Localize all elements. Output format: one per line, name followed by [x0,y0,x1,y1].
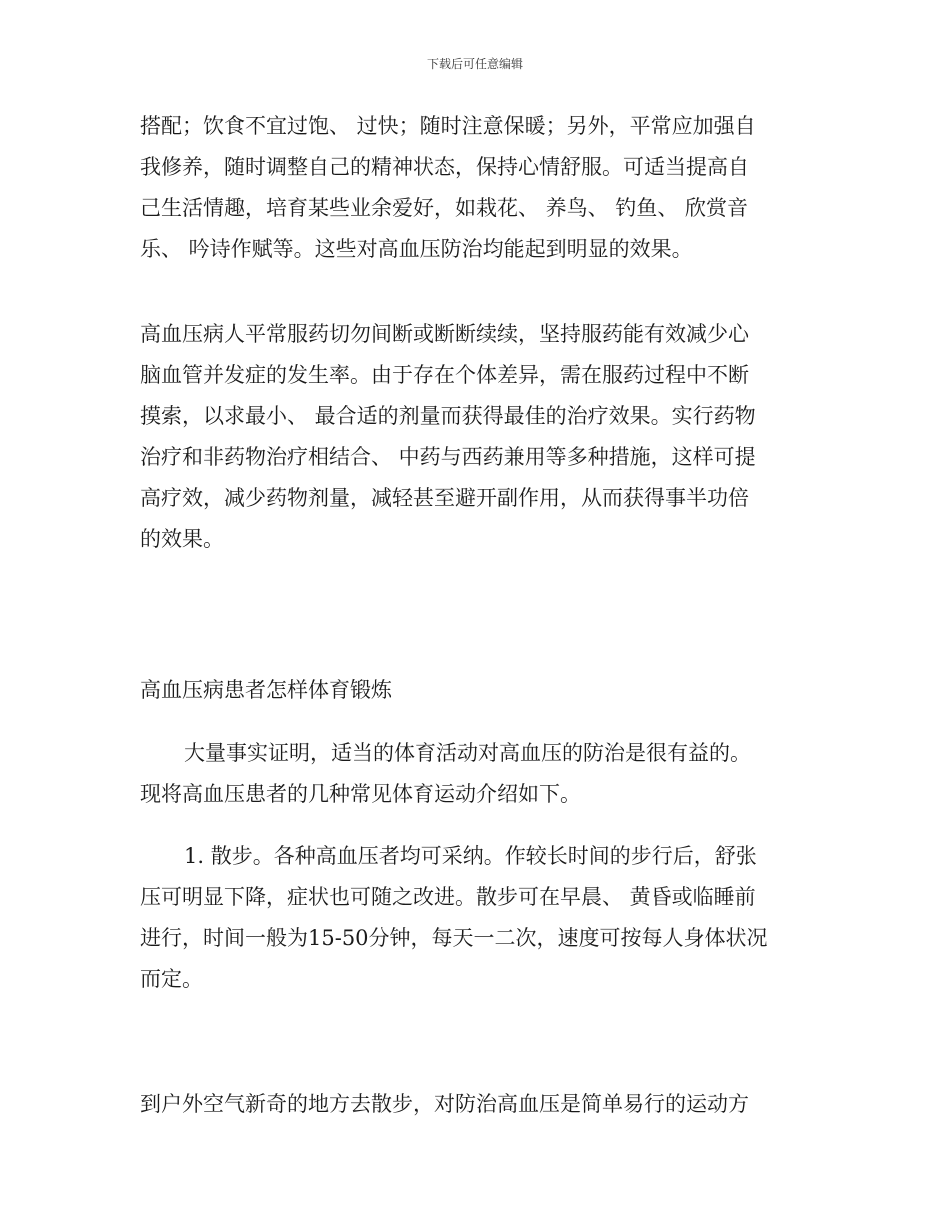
text-line: 治疗和非药物治疗相结合、 中药与西药兼用等多种措施，这样可提 [140,445,756,469]
section-heading: 高血压病患者怎样体育锻炼 [140,678,392,702]
text-line: 1. 散步。各种高血压者均可采纳。作较长时间的步行后，舒张 [184,844,757,868]
paragraph-walking [140,836,812,1000]
text-line: 进行，时间一般为15-50分钟，每天一二次，速度可按每人身体状况 [140,926,768,950]
text-line: 压可明显下降，症状也可随之改进。散步可在早晨、 黄昏或临睡前 [140,885,756,909]
paragraph-lifestyle [140,106,812,270]
page-header: 下载后可任意编辑 [426,57,523,71]
paragraph-intro [140,733,812,815]
text-line: 到户外空气新奇的地方去散步，对防治高血压是简单易行的运动方 [140,1092,749,1116]
paragraph-outdoor [140,1084,812,1125]
text-line: 现将高血压患者的几种常见体育运动介绍如下。 [140,782,581,806]
text-line: 而定。 [140,967,203,991]
text-line: 大量事实证明，适当的体育活动对高血压的防治是很有益的。 [184,741,751,765]
text-line: 乐、 吟诗作赋等。这些对高血压防治均能起到明显的效果。 [140,237,693,261]
text-line: 高疗效，减少药物剂量，减轻甚至避开副作用，从而获得事半功倍 [140,486,749,510]
text-line: 高血压病人平常服药切勿间断或断断续续，坚持服药能有效减少心 [140,322,749,346]
text-line: 搭配；饮食不宜过饱、 过快；随时注意保暖；另外，平常应加强自 [140,114,756,138]
text-line: 摸索，以求最小、 最合适的剂量而获得最佳的治疗效果。实行药物 [140,404,756,428]
text-line: 的效果。 [140,527,224,551]
text-line: 我修养，随时调整自己的精神状态，保持心情舒服。可适当提高自 [140,155,749,179]
text-line: 己生活情趣，培育某些业余爱好，如栽花、 养鸟、 钓鱼、 欣赏音 [140,196,749,220]
paragraph-medication [140,314,812,560]
text-line: 脑血管并发症的发生率。由于存在个体差异，需在服药过程中不断 [140,363,749,387]
